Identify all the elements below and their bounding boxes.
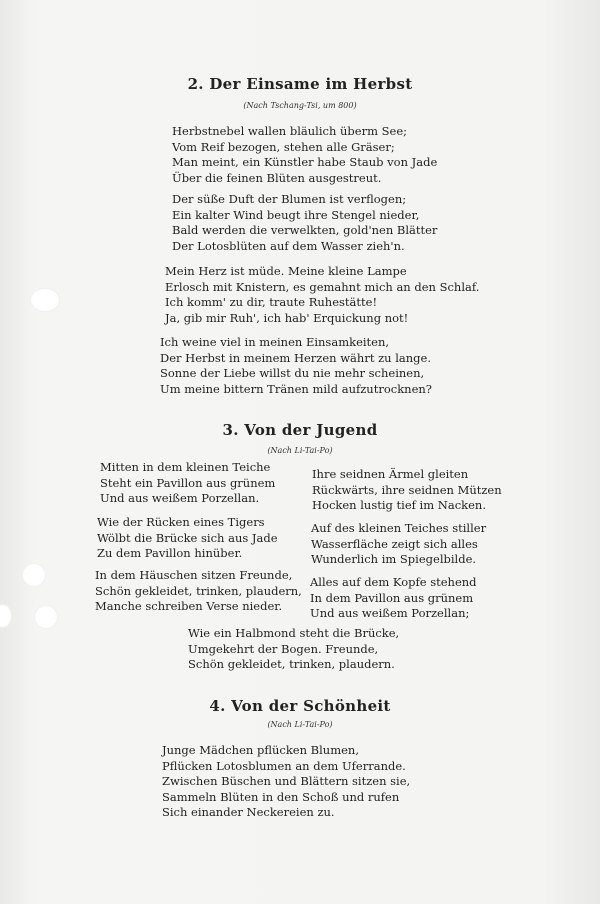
poem-source: (Nach Li-Tai-Po) — [267, 446, 333, 455]
stanza — [97, 515, 278, 562]
verse-line: Erlosch mit Knistern, es gemahnt mich an den Schlaf. — [165, 279, 480, 294]
verse-line: Junge Mädchen pflücken Blumen, — [162, 743, 359, 757]
verse-line: Um meine bittern Tränen mild aufzutrocknen? — [160, 381, 432, 396]
poem-title: 3. Von der Jugend — [222, 421, 378, 439]
punch-hole — [30, 288, 60, 312]
stanza — [162, 743, 410, 821]
verse-line: Manche schreiben Verse nieder. — [95, 599, 283, 613]
verse-line: Man meint, ein Künstler habe Staub von Jade — [172, 155, 438, 169]
poem-source: (Nach Li-Tai-Po) — [267, 720, 333, 729]
stanza — [310, 575, 477, 622]
verse-line: In dem Pavillon aus grünem — [310, 590, 474, 605]
verse-line: Umgekehrt der Bogen. Freunde, — [188, 641, 379, 656]
poem-source: (Nach Tschang-Tsi, um 800) — [243, 101, 357, 110]
verse-line: Hocken lustig tief im Nacken. — [312, 498, 486, 512]
verse-line: Auf des kleinen Teiches stiller — [311, 521, 487, 535]
verse-line: Wasserfläche zeigt sich alles — [311, 536, 478, 551]
stanza — [311, 521, 486, 568]
stanza — [160, 335, 432, 397]
verse-line: Wölbt die Brücke sich aus Jade — [97, 530, 278, 545]
verse-line: Wunderlich im Spiegelbilde. — [311, 552, 477, 566]
verse-line: Der Lotosblüten auf dem Wasser zieh'n. — [172, 238, 405, 253]
verse-line: Pflücken Lotosblumen an dem Uferrande. — [162, 758, 406, 773]
verse-line: Wie der Rücken eines Tigers — [97, 515, 265, 529]
poem-title: 2. Der Einsame im Herbst — [187, 75, 413, 93]
poem-title: 4. Von der Schönheit — [209, 697, 391, 715]
verse-line: Über die feinen Blüten ausgestreut. — [172, 170, 382, 185]
stanza — [165, 264, 479, 326]
verse-line: Ihre seidnen Ärmel gleiten — [312, 467, 469, 481]
stanza — [100, 460, 275, 507]
verse-line: Und aus weißem Porzellan; — [310, 606, 470, 620]
verse-line: Ich komm' zu dir, traute Ruhestätte! — [165, 295, 378, 309]
verse-line: Steht ein Pavillon aus grünem — [100, 475, 276, 490]
verse-line: Ich weine viel in meinen Einsamkeiten, — [160, 335, 390, 349]
verse-line: Schön gekleidet, trinken, plaudern. — [188, 657, 395, 671]
verse-line: Mitten in dem kleinen Teiche — [100, 460, 271, 474]
verse-line: Bald werden die verwelkten, gold'nen Blätter — [172, 223, 438, 237]
punch-hole — [34, 605, 58, 629]
punch-hole — [0, 604, 12, 628]
verse-line: Sammeln Blüten in den Schoß und rufen — [162, 789, 400, 804]
verse-line: Sonne der Liebe willst du nie mehr scheinen, — [160, 366, 425, 380]
stanza — [312, 467, 502, 514]
verse-line: Schön gekleidet, trinken, plaudern, — [95, 583, 302, 598]
verse-line: Der Herbst in meinem Herzen währt zu lange. — [160, 350, 431, 365]
verse-line: Zu dem Pavillon hinüber. — [97, 546, 243, 560]
verse-line: Vom Reif bezogen, stehen alle Gräser; — [172, 139, 395, 154]
punch-hole — [22, 563, 46, 587]
verse-line: Mein Herz ist müde. Meine kleine Lampe — [165, 264, 407, 278]
verse-line: Rückwärts, ihre seidnen Mützen — [312, 482, 502, 497]
stanza — [172, 124, 437, 186]
verse-line: Wie ein Halbmond steht die Brücke, — [188, 626, 400, 640]
verse-line: Sich einander Neckereien zu. — [162, 805, 335, 819]
verse-line: In dem Häuschen sitzen Freunde, — [95, 568, 293, 582]
stanza — [188, 626, 399, 673]
stanza — [172, 192, 437, 254]
verse-line: Herbstnebel wallen bläulich überm See; — [172, 124, 408, 138]
verse-line: Ein kalter Wind beugt ihre Stengel nieder, — [172, 207, 420, 222]
verse-line: Ja, gib mir Ruh', ich hab' Erquickung not! — [165, 310, 409, 325]
verse-line: Und aus weißem Porzellan. — [100, 491, 260, 505]
verse-line: Alles auf dem Kopfe stehend — [310, 575, 477, 589]
stanza — [95, 568, 302, 615]
verse-line: Der süße Duft der Blumen ist verflogen; — [172, 192, 407, 206]
verse-line: Zwischen Büschen und Blättern sitzen sie, — [162, 774, 411, 788]
